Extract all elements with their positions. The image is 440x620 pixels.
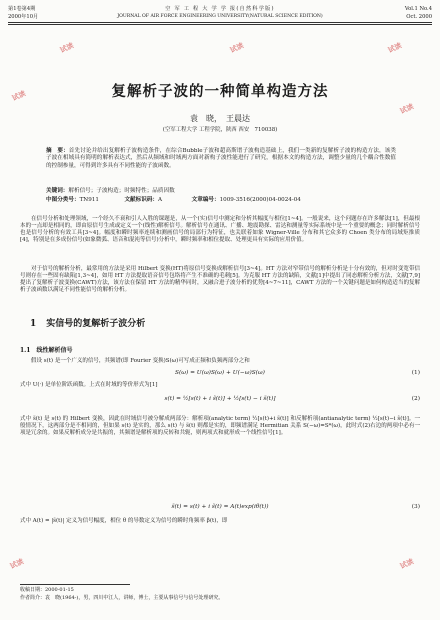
watermark-6: 试读 <box>8 557 25 571</box>
paper-title: 复解析子波的一种简单构造方法 <box>111 84 329 100</box>
paper-affiliation: (空军工程大学 工程学院，陕西 西安 710038) <box>162 127 278 133</box>
header-month: Oct. 2000 <box>406 14 432 20</box>
equation-1-body: S(ω) = U(ω)S(ω) + U(−ω)S(ω) <box>175 370 265 376</box>
watermark-1: 试读 <box>386 41 403 55</box>
section-1-title: 实信号的复解析子波分析 <box>46 319 146 329</box>
abstract-text: 首先讨论并给出复解析子波构造条件，在综合Bubble子波和超高斯谱子波构造基础上，我们一类新的复解析子波的构造方法，该类子波在相域具有简明的解析表达式，然后从频域和时域两方面对新构子波性能进行了研究，根据本文的构造方法，调整少量的几个耦合性数值的控制参量，可得到许多具有不同性能的子波函数。 <box>46 148 396 169</box>
header-volume: 第1卷第4期 <box>8 6 36 12</box>
article-id-label: 文章编号： <box>191 197 220 203</box>
article-id-value: 1009-3516(2000)04-0024-04 <box>219 197 301 203</box>
equation-3 <box>0 504 440 514</box>
keywords <box>46 188 396 195</box>
equation-2 <box>0 396 440 410</box>
abstract-label: 摘 要： <box>46 148 69 154</box>
classification <box>46 197 396 204</box>
watermark-4: 试读 <box>228 41 245 55</box>
clc-label: 中图分类号： <box>46 197 80 203</box>
subsection-1-1-heading <box>20 347 72 354</box>
paragraph-b: 式中 U(·) 是单位阶跃函数。上式在时域的等价形式为[1] <box>20 382 158 388</box>
abstract <box>46 148 396 170</box>
doc-code-label: 文献标识码： <box>124 197 159 203</box>
footnote-rule <box>20 584 130 585</box>
header-rule <box>8 22 432 23</box>
equation-3-body: s̃(t) = s(t) + i s̃(t) = A(t)exp(iθ(t)) <box>171 504 269 510</box>
keywords-text: 解析信号；子波构造；时频特性；品质因数 <box>68 188 175 194</box>
subsection-1-1-title: 线性解析信号 <box>36 347 73 354</box>
paper-authors: 袁 晓， 王晨达 <box>190 114 250 123</box>
footnote-received: 收稿日期：2000-01-15 <box>20 587 74 593</box>
watermark-2: 试读 <box>10 89 27 103</box>
header-journal-cn: 空 军 工 程 大 学 学 报(自然科学版) <box>165 6 275 12</box>
subsection-1-1-number: 1.1 <box>20 347 31 354</box>
header-date: 2000年10月 <box>8 14 39 20</box>
doc-code-value: A <box>158 197 163 203</box>
header-journal-en: JOURNAL OF AIR FORCE ENGINEERING UNIVERSITY(NATURAL SCIENCE EDITION) <box>117 14 323 19</box>
paragraph-c: 式中 s̃(t) 是 s(t) 的 Hilbert 变换，因此在时域信号被分解成两部分：解析项(analytic term) ½[s(t)+i s̃(t)] 和反解析项(antianalytic term) ½[s(t)−i s̃(t)]。一般情况下，这两部分是不相同的，但如果 s(t) 是实的，那么 s(t) 与 s̃(t) 则都是实的，即频谱满足 Hermitian 关系 S(−ω)=S*(ω)，此时式(2)右边的两项中必有一项是冗余的。如果反解析成分是共振的，其频谱是解析项的反转和共轭，则两项式和就形成一个线性信号[1]。 <box>20 416 420 437</box>
watermark-5: 试读 <box>398 102 415 116</box>
watermark-7: 试读 <box>398 557 415 571</box>
header-rule-thin <box>8 24 432 25</box>
section-1-heading <box>30 319 145 330</box>
header-vol-no: Vol.1 No.4 <box>404 6 432 12</box>
paragraph-a: 假设 s(t) 是一个广义的信号，其频谱(即 Fourier 变换)S(ω)可写成正频和负频两部分之和 <box>31 358 250 364</box>
equation-2-body: s(t) = ½[s(t) + i s̃(t)] + ½[s(t) − i s̃(t)] <box>164 396 276 402</box>
footnote-author: 作者简介：袁 晓(1964-)，男，四川中江人，讲师，博士，主要从事信号与信号处理研究。 <box>20 595 224 601</box>
paragraph-d: 式中 A(t) = |s̃(t)| 定义为信号幅度，相位 θ 的导数定义为信号的瞬时角频率 β(t)，即 <box>20 518 228 524</box>
equation-1 <box>0 370 440 380</box>
watermark-3: 试读 <box>58 41 75 55</box>
intro-paragraph-2: 对于信号的解析分析，最常用的方法是采用 Hilbert 变换(HT)将原信号变换成解析信号[3~4]。HT 方法对窄带信号的解析分析是十分有效的，但对时变宽带信号则存在一些固有缺陷[1,3~4]，如用 HT 方法提取语音信号包络将产生不准确的毛刺[5]。为克服 HT 方法的缺陷，文献[1]中提出了同态解析分析方法，文献[7,9]提出了复解析子波变换(CAWT)方法，该方法在保留 HT 方法的精华同时，又融合进子波分析的优势[4~7~11]，CAWT 方法的一个关键问题是如何构造适当的复解析子波函数以满足不同性能信号的解析分析。 <box>20 266 420 294</box>
keywords-label: 关键词： <box>46 188 69 194</box>
equation-2-number: (2) <box>411 396 420 402</box>
equation-3-number: (3) <box>411 504 420 510</box>
clc-value: TN911 <box>79 197 99 203</box>
intro-paragraph-1: 在信号分析和处理领域，一个经久不衰和引人入胜的课题是，从一个(实)信号中测定和分析其幅度与相位[1~4]。一般说来，这个问题存在许多解法[1]，但最根本的一点却是相同的，即由原信号生成或定义一个(线性)解析信号。解析信号在通讯、广播、地震勘探、雷达和测量等实际系统中是一个重要的概念；同时解析信号也是信号分析的有效工具[3~4]。幅度和瞬时频率连续和测画信号的局部行为特征，也关联着如象 Wigner-Ville 分布和其它众多的 Choen 类分布的局域矩推质[4]，特别是在多成份信号(如象微弧、语音和混沌等信号)分析中，瞬时频率和相位提取、处理更具有实际的应用价值。 <box>20 216 420 244</box>
section-1-number: 1 <box>30 319 37 329</box>
equation-1-number: (1) <box>411 370 420 376</box>
